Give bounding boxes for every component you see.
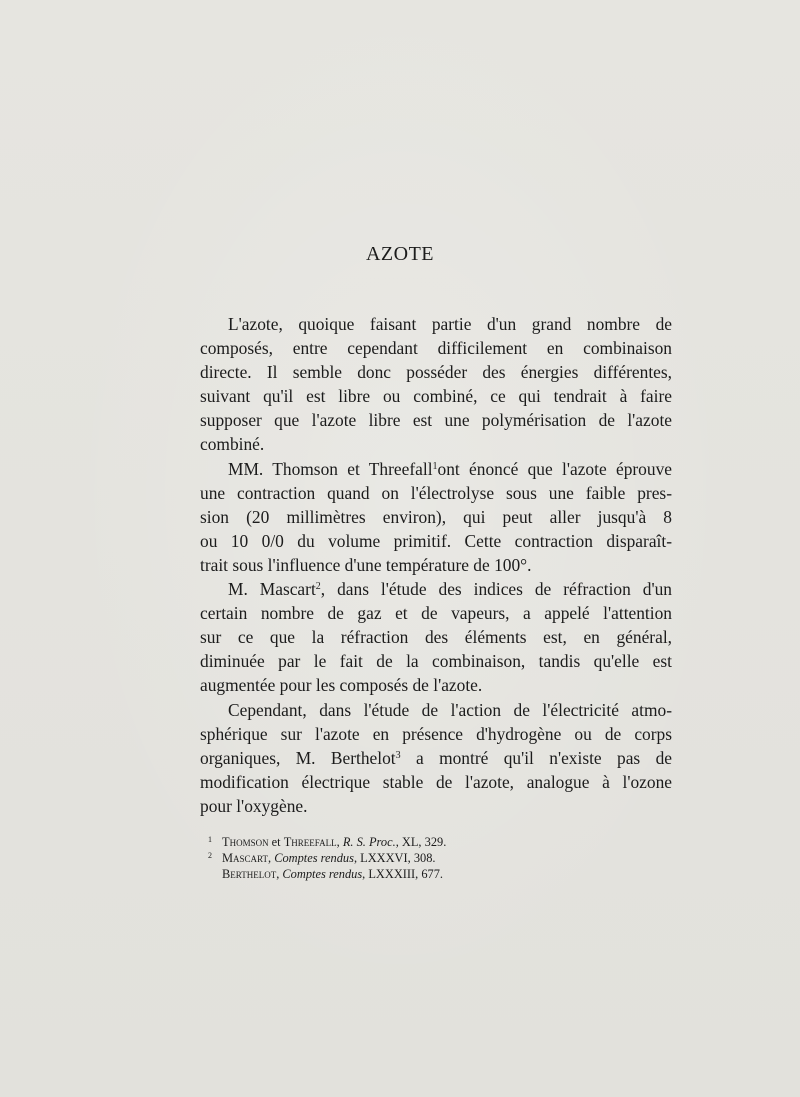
text-line: Cependant, dans l'étude de l'action de l'électricité atmo- xyxy=(228,699,672,720)
text-fragment: , dans l'étude des indices de réfraction d'un xyxy=(320,579,672,600)
footnote: 1 Thomson et Threefall, R. S. Proc., XL, 329. xyxy=(208,835,447,849)
text-line: sur ce que la réfraction des éléments est, en général, xyxy=(200,627,672,648)
text-line: une contraction quand on l'électrolyse sous une faible pres- xyxy=(200,482,672,503)
text-line: suivant qu'il est libre ou combiné, ce qui tendrait à faire xyxy=(200,386,672,407)
paragraph-1 xyxy=(200,312,672,457)
text-line: ou 10 0/0 du volume primitif. Cette contraction disparaît- xyxy=(200,530,672,551)
text-fragment: organiques, M. Berthelot xyxy=(200,747,396,768)
text-line: sion (20 millimètres environ), qui peut aller jusqu'à 8 xyxy=(200,506,672,527)
footnote-separator: , xyxy=(268,851,275,866)
text-line: composés, entre cependant difficilement en combinaison xyxy=(200,338,672,359)
footnote-ref: 2 xyxy=(315,581,321,593)
paragraph-2 xyxy=(200,457,672,577)
footnote-source: Comptes rendus xyxy=(282,867,363,882)
text-line: augmentée pour les composés de l'azote. xyxy=(200,675,483,696)
text-fragment: ont énoncé que l'azote éprouve xyxy=(437,458,672,479)
footnote-reference: , LXXXIII, 677. xyxy=(362,867,444,882)
footnote-reference: , XL, 329. xyxy=(395,835,447,849)
footnote-author: Mascart xyxy=(222,851,268,866)
footnote xyxy=(222,866,672,882)
footnote: 2 Mascart, Comptes rendus, LXXXVI, 308. xyxy=(208,851,436,866)
footnote-author: Threefall xyxy=(283,835,337,849)
paragraph-4 xyxy=(200,698,672,818)
text-line: certain nombre de gaz et de vapeurs, a appelé l'attention xyxy=(200,603,672,624)
text-line: combiné. xyxy=(200,434,265,455)
footnote-ref: 3 xyxy=(395,749,401,761)
paragraph-3 xyxy=(200,577,672,697)
footnote-separator: , xyxy=(276,867,283,882)
footnote-ref: 1 xyxy=(432,460,438,472)
footnote-source: Comptes rendus xyxy=(274,851,354,866)
text-line xyxy=(200,457,672,481)
chapter-title: AZOTE xyxy=(365,243,435,265)
footnote-separator: , xyxy=(336,835,343,849)
text-line: supposer que l'azote libre est une polymérisation de l'azote xyxy=(200,410,672,431)
text-line: modification électrique stable de l'azote, analogue à l'ozone xyxy=(200,771,672,792)
footnote-author: Thomson xyxy=(222,835,269,849)
text-line: L'azote, quoique faisant partie d'un grand nombre de xyxy=(228,314,672,334)
body-text xyxy=(200,312,672,818)
footnote-connector: et xyxy=(268,835,284,849)
text-line: diminuée par le fait de la combinaison, tandis qu'elle est xyxy=(200,651,672,672)
text-line: sphérique sur l'azote en présence d'hydrogène ou de corps xyxy=(200,723,672,744)
footnote-author: Berthelot xyxy=(222,867,277,882)
footnote-reference: , LXXXVI, 308. xyxy=(353,851,436,866)
text-fragment: M. Mascart xyxy=(228,579,316,600)
text-line xyxy=(200,577,672,601)
text-line: pour l'oxygène. xyxy=(200,795,308,816)
footnote-source: R. S. Proc. xyxy=(342,835,396,849)
text-fragment: a montré qu'il n'existe pas de xyxy=(400,747,672,768)
text-line: directe. Il semble donc posséder des énergies différentes, xyxy=(200,362,672,383)
footnotes xyxy=(208,834,672,883)
text-line xyxy=(200,746,672,770)
text-fragment: MM. Thomson et Threefall xyxy=(228,458,433,479)
text-line: trait sous l'influence d'une température de 100°. xyxy=(200,554,532,575)
